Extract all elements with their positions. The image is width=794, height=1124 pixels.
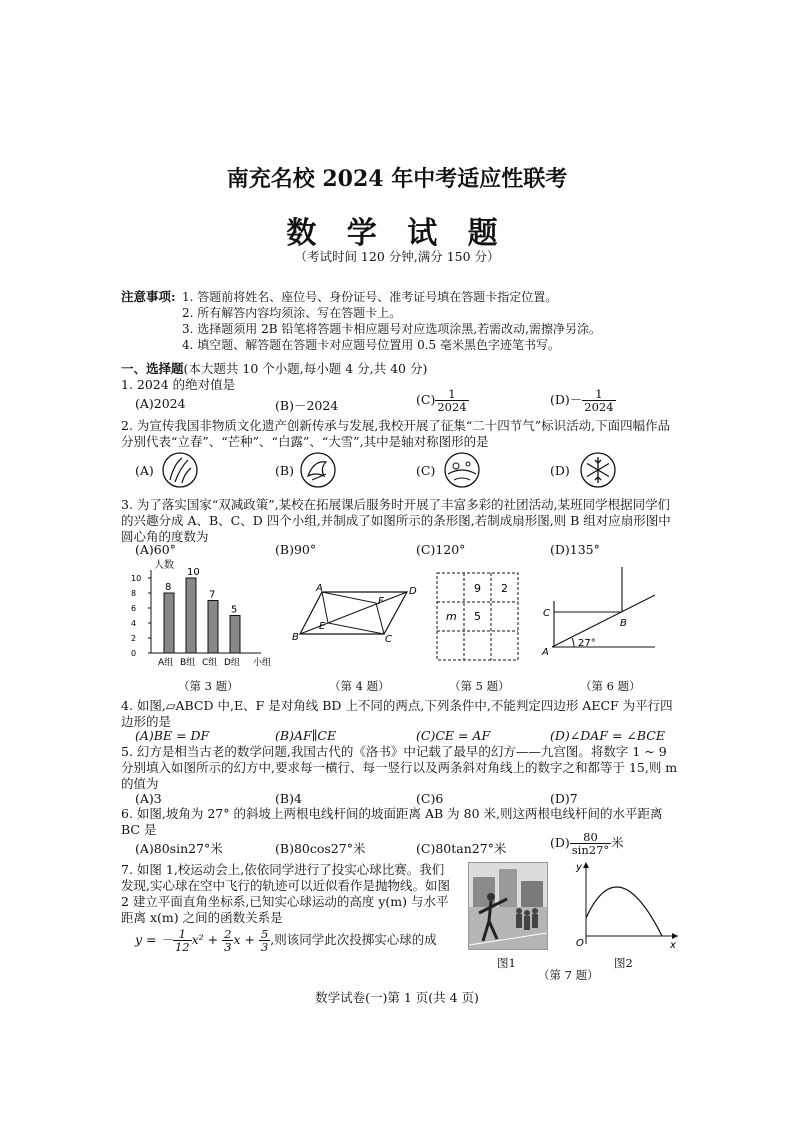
mangzhong-emblem-icon — [298, 450, 338, 490]
axis-label-o: O — [576, 938, 584, 949]
q1-option-a: (A)2024 — [135, 396, 186, 411]
magic-square-figure — [436, 572, 520, 662]
q3-option-a: (A)60° — [135, 542, 176, 557]
q1-d-num: 1 — [582, 388, 615, 401]
exam-info: （考试时间 120 分钟,满分 150 分） — [294, 249, 500, 264]
bar-ytick-label: 8 — [131, 589, 137, 598]
lichun-emblem-icon — [160, 450, 200, 490]
q7-eq-y: y = － — [135, 932, 173, 947]
slope-angle: 27° — [578, 638, 596, 649]
bar-ylabel: 人数 — [154, 560, 174, 571]
bailu-emblem-icon — [442, 450, 482, 490]
q7-frac-1 — [173, 928, 192, 953]
bar-category-label: A组 — [158, 658, 174, 668]
q3-option-c: (C)120° — [416, 542, 466, 557]
q7-d2: 3 — [224, 940, 232, 954]
para-label-b: B — [292, 632, 299, 643]
bar-value-label: 5 — [231, 604, 238, 616]
exam-title: 南充名校 2024 年中考适应性联考 — [226, 166, 568, 192]
bar-value-label: 10 — [187, 567, 200, 578]
parabola-figure — [566, 858, 682, 950]
q4-option-c: (C)CE = AF — [416, 728, 491, 743]
q1-stem: 1. 2024 的绝对值是 — [121, 377, 236, 392]
q7-t1: x² + — [191, 932, 219, 947]
q1-c-den: 2024 — [437, 400, 467, 414]
q5-option-a: (A)3 — [135, 791, 162, 806]
q5-stem: 5. 幻方是相当古老的数学问题,我国古代的《洛书》中记载了最早的幻方——九宫图。将数字 1 ~ 9 分别填入如图所示的幻方中,要求每一横行、每一竖行以及两条斜对角线上的数字之和都等于 15,则 m 的值为 — [121, 744, 678, 791]
q4-option-b: (B)AF∥CE — [275, 728, 337, 743]
q6-d-den: sin27° — [571, 843, 610, 857]
q5-option-b: (B)4 — [275, 791, 302, 806]
q4-option-d: (D)∠DAF = ∠BCE — [550, 728, 665, 743]
bar-4 — [230, 616, 240, 654]
para-label-f: F — [378, 596, 384, 607]
q4-stem: 4. 如图,▱ABCD 中,E、F 是对角线 BD 上不同的两点,下列条件中,不能判定四边形 AECF 为平行四边形的是 — [121, 698, 673, 729]
note-2: 2. 所有解答内容均须涂、写在答题卡上。 — [182, 306, 402, 320]
shot-put-photo — [468, 862, 548, 950]
q7-frac-2 — [222, 928, 233, 953]
caption-q4: （第 4 题） — [329, 679, 390, 693]
bar-1 — [164, 593, 174, 653]
axis-label-x: x — [670, 940, 676, 950]
bar-category-label: B组 — [180, 658, 196, 668]
q7-equation — [135, 928, 437, 953]
q4-option-a: (A)BE = DF — [135, 728, 210, 743]
para-label-d: D — [409, 586, 417, 597]
q7-t2: x + — [233, 932, 255, 947]
caption-q7: （第 7 题） — [538, 968, 599, 982]
page-footer: 数学试卷(一)第 1 页(共 4 页) — [315, 990, 479, 1005]
subject-title: 数 学 试 题 — [286, 216, 508, 251]
note-3: 3. 选择题须用 2B 铅笔将答题卡相应题号对应选项涂黑,若需改动,需擦净另涂。 — [182, 322, 601, 336]
q7-n1: 1 — [173, 928, 192, 941]
slope-label-c: C — [543, 608, 550, 619]
magic-cell-m: m — [446, 610, 457, 623]
q1-option-c — [416, 388, 469, 413]
para-label-e: E — [319, 621, 326, 632]
q6-option-d — [550, 831, 624, 856]
q1-d-den: 2024 — [584, 400, 614, 414]
magic-cell-9: 9 — [474, 582, 481, 595]
q1-c-num: 1 — [435, 388, 468, 401]
bar-category-label: D组 — [224, 658, 240, 668]
q6-d-num: 80 — [570, 831, 611, 844]
magic-cell-5: 5 — [474, 610, 481, 623]
bar-ytick-label: 4 — [131, 619, 137, 628]
q6-option-a: (A)80sin27°米 — [135, 841, 223, 856]
q2-option-a: (A) — [135, 463, 154, 478]
section-desc: (本大题共 10 个小题,每小题 4 分,共 40 分) — [183, 361, 428, 376]
q5-option-d: (D)7 — [550, 791, 578, 806]
q1-option-b: (B)－2024 — [275, 398, 339, 413]
q1-c-fraction — [435, 388, 468, 413]
q6-option-c: (C)80tan27°米 — [416, 841, 507, 856]
q2-option-c: (C) — [416, 463, 436, 478]
bar-xlabel: 小组 — [253, 658, 272, 668]
q7-stem-1: 7. 如图 1,校运动会上,依依同学进行了投实心球比赛。我们发现,实心球在空中飞行的轨迹可以近似看作是抛物线。如图 2 建立平面直角坐标系,已知实心球运动的高度 y(m) 与水平距离 x(m) 之间的函数关系是 — [121, 862, 450, 925]
q7-fig2-label: 图2 — [614, 956, 633, 970]
q7-d3: 3 — [260, 940, 269, 954]
q6-d-prefix: (D) — [550, 835, 570, 850]
q6-option-b: (B)80cos27°米 — [275, 841, 366, 856]
q6-d-suffix: 米 — [611, 835, 624, 850]
q6-d-fraction — [570, 831, 611, 856]
bar-ytick-label: 10 — [131, 574, 142, 583]
notes-label: 注意事项: — [121, 289, 176, 304]
q3-option-d: (D)135° — [550, 542, 600, 557]
q7-n3: 5 — [260, 927, 269, 941]
q7-fig1-label: 图1 — [497, 956, 516, 970]
bar-ytick-label: 2 — [131, 634, 137, 643]
bar-category-label: C组 — [202, 658, 218, 668]
section-title: 一、选择题 — [121, 361, 184, 376]
q2-option-b: (B) — [275, 463, 294, 478]
q6-stem: 6. 如图,坡角为 27° 的斜坡上两根电线杆间的坡面距离 AB 为 80 米,则这两根电线杆间的水平距离 BC 是 — [121, 806, 663, 837]
bar-value-label: 7 — [209, 589, 216, 601]
athlete-photo-icon — [469, 863, 547, 949]
para-label-a: A — [316, 583, 323, 594]
q3-stem: 3. 为了落实国家“双减政策”,某校在拓展课后服务时开展了丰富多彩的社团活动,某班同学根据同学们的兴趣分成 A、B、C、D 四个小组,并制成了如图所示的条形图,若制成扇形图,则 B 组对应扇形图中圆心角的度数为 — [121, 497, 671, 544]
magic-cell-2: 2 — [501, 582, 508, 595]
q1-c-prefix: (C) — [416, 392, 436, 407]
bar-value-label: 8 — [165, 582, 172, 593]
axis-label-y: y — [576, 862, 582, 873]
q1-option-d — [550, 388, 616, 413]
q3-option-b: (B)90° — [275, 542, 317, 557]
note-1: 1. 答题前将姓名、座位号、身份证号、准考证号填在答题卡指定位置。 — [182, 290, 558, 304]
bar-2 — [186, 578, 196, 653]
q2-stem: 2. 为宣传我国非物质文化遗产创新传承与发展,我校开展了征集“二十四节气”标识活动,下面四幅作品分别代表“立春”、“芒种”、“白露”、“大雪”,其中是轴对称图形的是 — [121, 418, 671, 449]
q7-stem-2: ,则该同学此次投掷实心球的成 — [270, 932, 437, 947]
slope-label-a: A — [542, 647, 549, 657]
q1-d-prefix: (D)－ — [550, 392, 583, 407]
q5-option-c: (C)6 — [416, 791, 444, 806]
bar-chart — [126, 558, 286, 670]
bar-3 — [208, 601, 218, 654]
q7-d1: 12 — [174, 940, 190, 954]
caption-q3: （第 3 题） — [178, 679, 239, 693]
q2-option-d: (D) — [550, 463, 570, 478]
caption-q6: （第 6 题） — [580, 679, 641, 693]
q1-d-fraction — [582, 388, 615, 413]
daxue-snowflake-icon — [578, 450, 618, 490]
slope-figure — [540, 565, 660, 657]
parallelogram-figure — [292, 582, 422, 644]
bar-ytick-label: 6 — [131, 604, 137, 613]
q7-n2: 2 — [224, 927, 232, 941]
para-label-c: C — [385, 634, 392, 644]
note-4: 4. 填空题、解答题在答题卡对应题号位置用 0.5 毫米黑色字迹笔书写。 — [182, 338, 560, 352]
slope-label-b: B — [620, 618, 627, 629]
q7-frac-3 — [259, 928, 270, 953]
caption-q5: （第 5 题） — [449, 679, 510, 693]
bar-ytick-label: 0 — [131, 649, 137, 658]
